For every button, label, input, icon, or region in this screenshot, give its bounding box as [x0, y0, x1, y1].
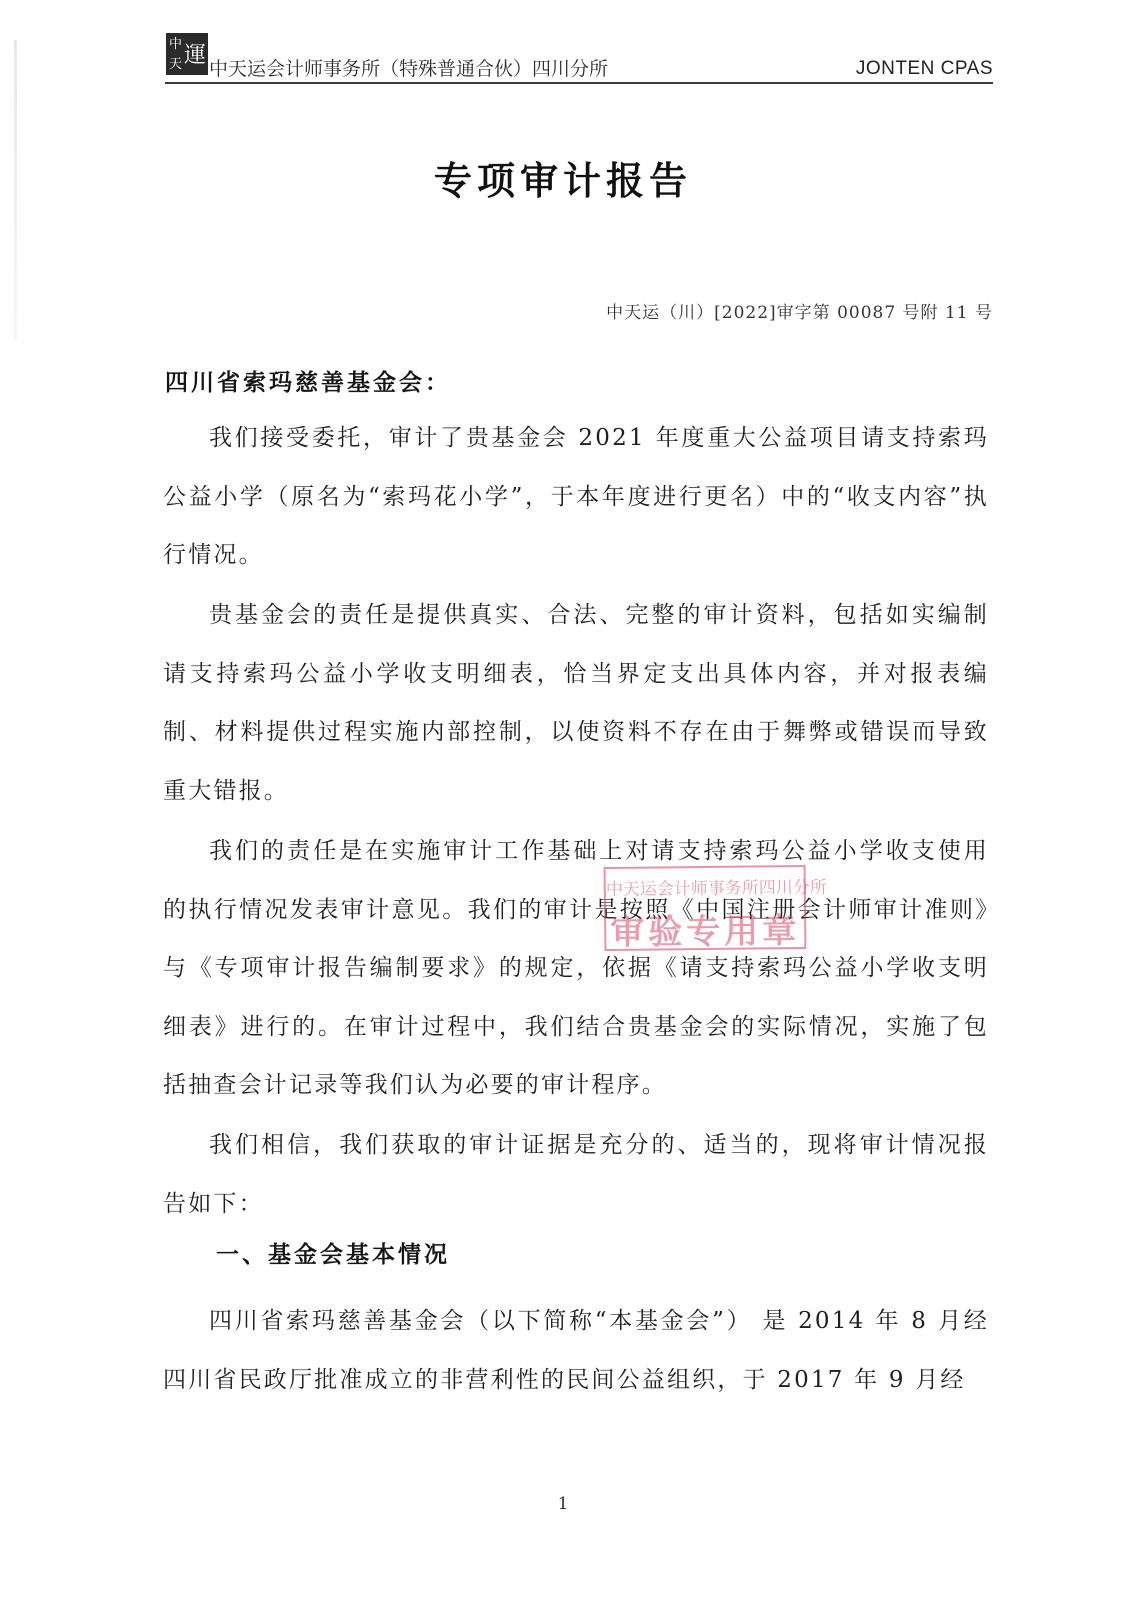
svg-text:運: 運	[184, 43, 207, 68]
page-header	[165, 28, 993, 84]
paragraph-engagement: 我们接受委托，审计了贵基金会 2021 年度重大公益项目请支持索玛公益小学（原名为“索玛花小学”，于本年度进行更名）中的“收支内容”执行情况。	[163, 425, 989, 568]
paragraph-conclusion-intro: 我们相信，我们获取的审计证据是充分的、适当的，现将审计情况报告如下：	[163, 1132, 989, 1217]
paragraph-foundation-info: 四川省索玛慈善基金会（以下简称“本基金会”） 是 2014 年 8 月经四川省民政厅批准成立的非营利性的民间公益组织，于 2017 年 9 月经	[163, 1308, 989, 1393]
section-heading: 一、基金会基本情况	[216, 1241, 450, 1268]
stamp-seal-text: 审验专用章	[610, 911, 801, 953]
page-number: 1	[557, 1494, 569, 1514]
addressee: 四川省索玛慈善基金会：	[165, 369, 451, 396]
svg-text:天: 天	[169, 57, 183, 72]
paragraph-client-responsibility: 贵基金会的责任是提供真实、合法、完整的审计资料，包括如实编制请支持索玛公益小学收支明细表，恰当界定支出具体内容，并对报表编制、材料提供过程实施内部控制，以使资料不存在由于舞弊或错误而导致重大错报。	[163, 602, 989, 804]
firm-name-english: JONTEN CPAS	[855, 58, 993, 79]
header-divider	[165, 82, 993, 84]
stamp-firm-text: 中天运会计师事务所四川分所	[605, 877, 827, 901]
audit-seal-stamp	[604, 865, 827, 953]
report-title: 专项审计报告	[433, 158, 692, 203]
svg-text:中: 中	[169, 37, 183, 52]
firm-name: 中天运会计师事务所（特殊普通合伙）四川分所	[209, 58, 609, 80]
paragraph-auditor-responsibility: 我们的责任是在实施审计工作基础上对请支持索玛公益小学收支使用的执行情况发表审计意见。我们的审计是按照《中国注册会计师审计准则》与《专项审计报告编制要求》的规定，依据《请支持索玛公益小学收支明细表》进行的。在审计过程中，我们结合贵基金会的实际情况，实施了包括抽查会计记录等我们认为必要的审计程序。	[163, 838, 989, 1098]
reference-number: 中天运（川）[2022]审字第 00087 号附 11 号	[606, 303, 993, 323]
firm-logo	[165, 32, 209, 76]
